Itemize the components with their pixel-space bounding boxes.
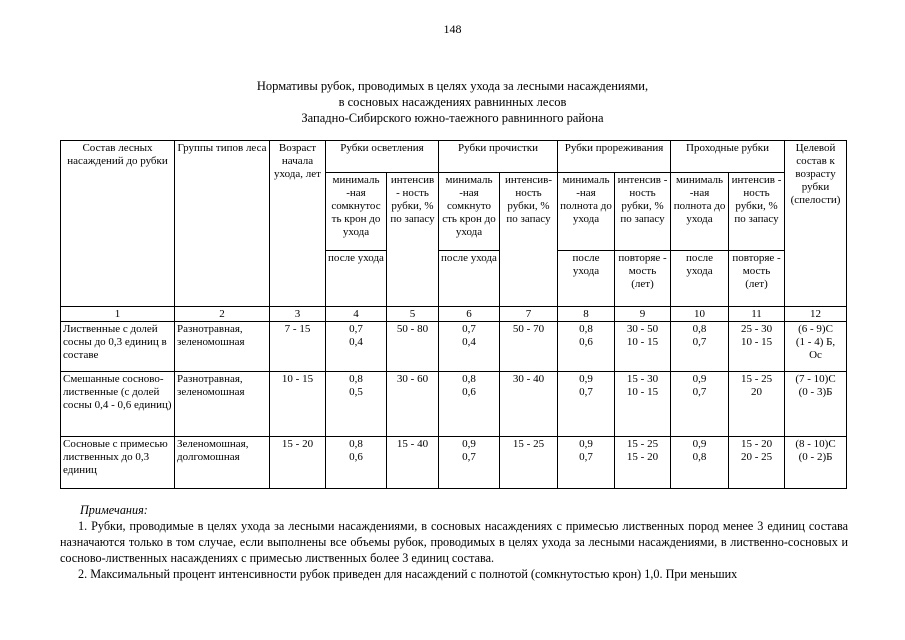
cell-composition: Смешанные сосново-лиственные (с долей сосны 0,4 - 0,6 единиц) <box>61 372 175 437</box>
cell-target-composition: (7 - 10)С (0 - 3)Б <box>785 372 847 437</box>
cell-forest-group: Зеленомошная, долгомошная <box>175 437 270 489</box>
cell-forest-group: Разнотравная, зеленомошная <box>175 372 270 437</box>
cell-passing-intensity: 25 - 30 10 - 15 <box>729 322 785 372</box>
cell-passing-density: 0,8 0,7 <box>671 322 729 372</box>
cell-clarification-intensity: 15 - 40 <box>387 437 439 489</box>
header-intensity-c: интенсив - ность рубки, % по запасу <box>615 173 671 251</box>
cell-forest-group: Разнотравная, зеленомошная <box>175 322 270 372</box>
column-number: 4 <box>326 307 387 322</box>
header-composition: Состав лесных насаждений до рубки <box>61 141 175 307</box>
header-min-density-c: минималь -ная полнота до ухода <box>558 173 615 251</box>
header-passing: Проходные рубки <box>671 141 785 173</box>
header-repeat-d: повторяе - мость (лет) <box>729 251 785 307</box>
cell-clarification-intensity: 30 - 60 <box>387 372 439 437</box>
notes <box>60 502 848 582</box>
column-number: 3 <box>270 307 326 322</box>
header-min-density-d: минималь -ная полнота до ухода <box>671 173 729 251</box>
cell-cleaning-canopy: 0,8 0,6 <box>439 372 500 437</box>
cell-clarification-canopy: 0,8 0,6 <box>326 437 387 489</box>
header-repeat-c: повторяе - мость (лет) <box>615 251 671 307</box>
title-line-1: Нормативы рубок, проводимых в целях ухода за лесными насаждениями, <box>256 79 649 93</box>
header-after-care-c: после ухода <box>558 251 615 307</box>
cell-clarification-canopy: 0,8 0,5 <box>326 372 387 437</box>
table-row <box>61 437 847 489</box>
column-number: 6 <box>439 307 500 322</box>
cell-thinning-intensity: 15 - 25 15 - 20 <box>615 437 671 489</box>
header-intensity-d: интенсив - ность рубки, % по запасу <box>729 173 785 251</box>
cell-cleaning-canopy: 0,9 0,7 <box>439 437 500 489</box>
table-row <box>61 372 847 437</box>
note-2: 2. Максимальный процент интенсивности рубок приведен для насаждений с полнотой (сомкнутостью крон) 1,0. При меньших <box>78 567 738 581</box>
cell-clarification-canopy: 0,7 0,4 <box>326 322 387 372</box>
header-after-care-a: после ухода <box>326 251 387 307</box>
cell-thinning-intensity: 15 - 30 10 - 15 <box>615 372 671 437</box>
column-number: 1 <box>61 307 175 322</box>
note-1: 1. Рубки, проводимые в целях ухода за лесными насаждениями, в сосновых насаждениях с примесью лиственных пород менее 3 единиц состава назначаются только в том случае, если выполнены все объемы рубок, проводимых в целях ухода за лесными насаждениями, в лиственно-сосновых и сосново-лиственных насаждениях с примесью лиственных более 3 единиц состава. <box>60 519 848 565</box>
header-cleaning: Рубки прочистки <box>439 141 558 173</box>
header-start-age: Возраст начала ухода, лет <box>270 141 326 307</box>
cell-thinning-intensity: 30 - 50 10 - 15 <box>615 322 671 372</box>
cell-target-composition: (8 - 10)С (0 - 2)Б <box>785 437 847 489</box>
header-after-care-b: после ухода <box>439 251 500 307</box>
cell-thinning-density: 0,9 0,7 <box>558 372 615 437</box>
column-number: 5 <box>387 307 439 322</box>
header-min-canopy-b: минималь -ная сомкнуто сть крон до ухода <box>439 173 500 251</box>
column-number: 12 <box>785 307 847 322</box>
cell-passing-intensity: 15 - 25 20 <box>729 372 785 437</box>
column-number: 9 <box>615 307 671 322</box>
header-clarification: Рубки осветления <box>326 141 439 173</box>
header-target: Целевой состав к возрасту рубки (спелости) <box>785 141 847 307</box>
notes-title: Примечания: <box>80 503 148 517</box>
column-number: 7 <box>500 307 558 322</box>
cell-thinning-density: 0,9 0,7 <box>558 437 615 489</box>
cell-cleaning-intensity: 50 - 70 <box>500 322 558 372</box>
cell-start-age: 10 - 15 <box>270 372 326 437</box>
cell-start-age: 7 - 15 <box>270 322 326 372</box>
header-after-care-d: после ухода <box>671 251 729 307</box>
header-forest-group: Группы типов леса <box>175 141 270 307</box>
table-row <box>61 322 847 372</box>
cell-composition: Лиственные с долей сосны до 0,3 единиц в составе <box>61 322 175 372</box>
cell-start-age: 15 - 20 <box>270 437 326 489</box>
column-number: 11 <box>729 307 785 322</box>
cell-composition: Сосновые с примесью лиственных до 0,3 единиц <box>61 437 175 489</box>
title-line-2: в сосновых насаждениях равнинных лесов <box>338 95 567 109</box>
column-number: 10 <box>671 307 729 322</box>
header-min-canopy: минималь -ная сомкнутос ть крон до ухода <box>326 173 387 251</box>
title-line-3: Западно-Сибирского южно-таежного равнинного района <box>301 111 604 125</box>
page-number: 148 <box>443 22 462 36</box>
cell-cleaning-intensity: 15 - 25 <box>500 437 558 489</box>
column-number: 8 <box>558 307 615 322</box>
header-thinning: Рубки прореживания <box>558 141 671 173</box>
page-title <box>0 78 905 126</box>
cell-thinning-density: 0,8 0,6 <box>558 322 615 372</box>
header-intensity-b: интенсив- ность рубки, % по запасу <box>500 173 558 307</box>
norms-table <box>60 140 847 489</box>
cell-clarification-intensity: 50 - 80 <box>387 322 439 372</box>
cell-target-composition: (6 - 9)С (1 - 4) Б, Ос <box>785 322 847 372</box>
cell-passing-density: 0,9 0,8 <box>671 437 729 489</box>
header-intensity-a: интенсив - ность рубки, % по запасу <box>387 173 439 307</box>
cell-passing-intensity: 15 - 20 20 - 25 <box>729 437 785 489</box>
column-number: 2 <box>175 307 270 322</box>
cell-passing-density: 0,9 0,7 <box>671 372 729 437</box>
cell-cleaning-intensity: 30 - 40 <box>500 372 558 437</box>
cell-cleaning-canopy: 0,7 0,4 <box>439 322 500 372</box>
